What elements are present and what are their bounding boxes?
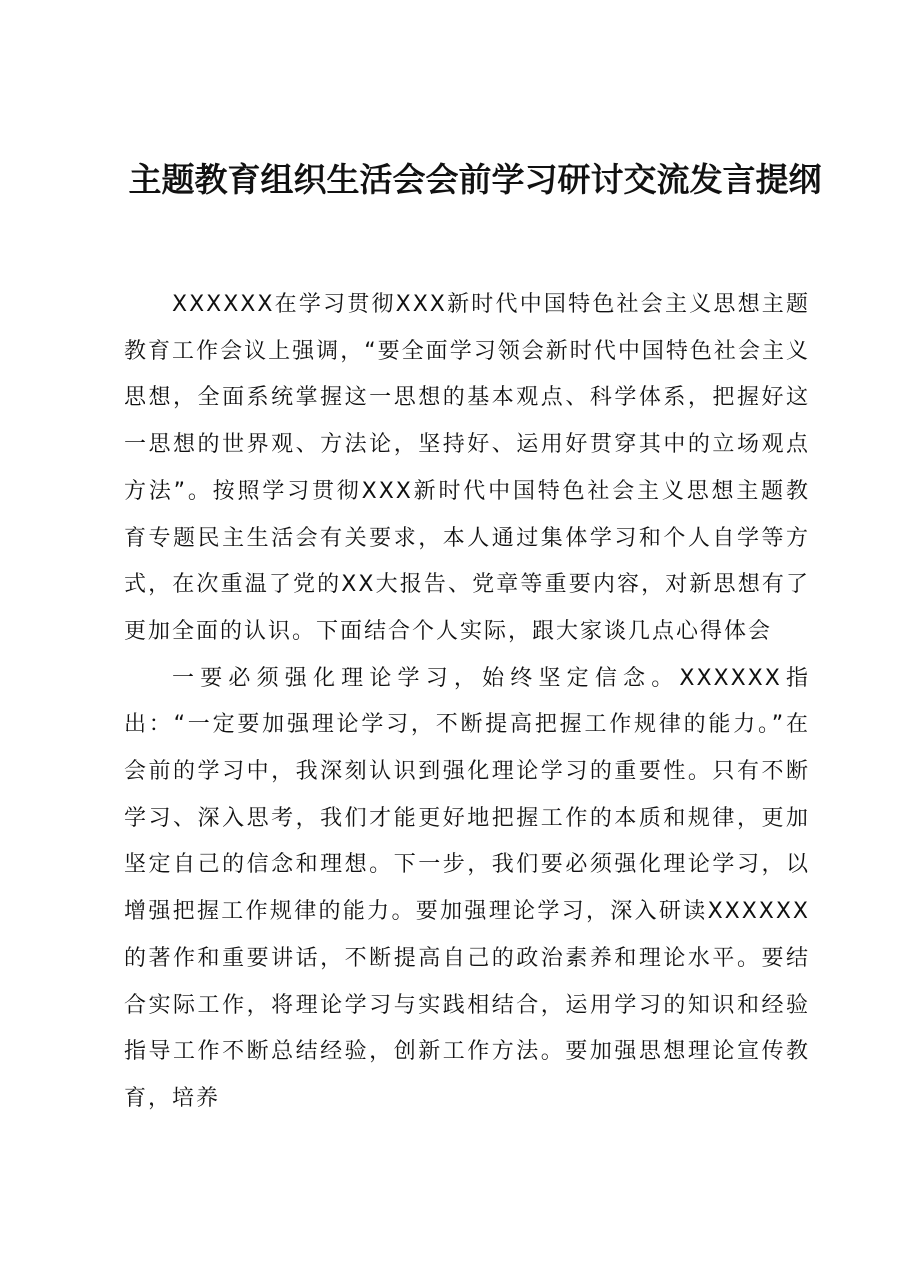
paragraph-point-one: 一要必须强化理论学习，始终坚定信念。XXXXXX指出：“一定要加强理论学习，不断提高把握工作规律的能力。”在会前的学习中，我深刻认识到强化理论学习的重要性。只有不断学习、深入思考，我们才能更好地把握工作的本质和规律，更加坚定自己的信念和理想。下一步，我们要必须强化理论学习，以增强把握工作规律的能力。要加强理论学习，深入研读XXXXXX的著作和重要讲话，不断提高自己的政治素养和理论水平。要结合实际工作，将理论学习与实践相结合，运用学习的知识和经验指导工作不断总结经验，创新工作方法。要加强思想理论宣传教育，培养 — [124, 665, 810, 1111]
paragraph-intro: XXXXXX在学习贯彻XXX新时代中国特色社会主义思想主题教育工作会议上强调，“要全面学习领会新时代中国特色社会主义思想，全面系统掌握这一思想的基本观点、科学体系，把握好这一思想的世界观、方法论，坚持好、运用好贯穿其中的立场观点方法”。按照学习贯彻XXX新时代中国特色社会主义思想主题教育专题民主生活会有关要求，本人通过集体学习和个人自学等方式，在次重温了党的XX大报告、党章等重要内容，对新思想有了更加全面的认识。下面结合个人实际，跟大家谈几点心得体会 — [124, 292, 810, 644]
document-title: 主题教育组织生活会会前学习研讨交流发言提纲 — [128, 160, 822, 199]
document-body — [124, 282, 810, 1123]
